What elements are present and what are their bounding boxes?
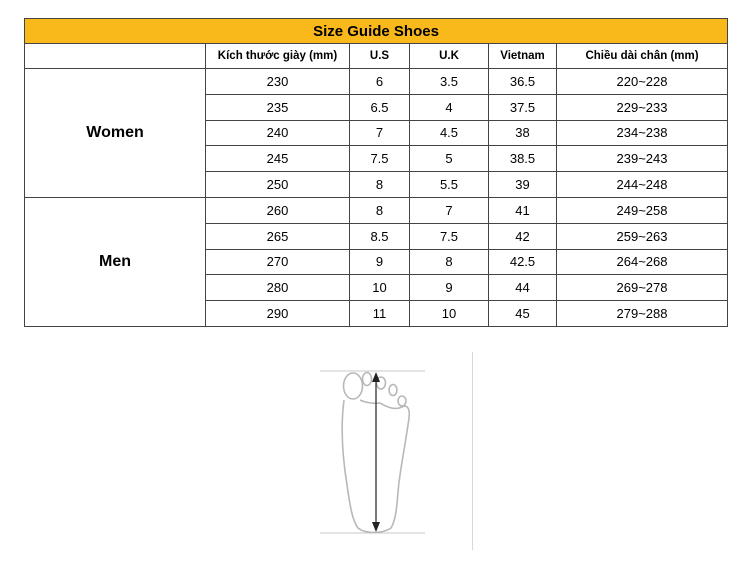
cell-uk: 10	[410, 301, 489, 327]
cell-foot-length: 244~248	[557, 172, 728, 198]
cell-size-mm: 265	[206, 223, 350, 249]
cell-uk: 5	[410, 146, 489, 172]
cell-uk: 8	[410, 249, 489, 275]
cell-vietnam: 38.5	[489, 146, 557, 172]
cell-foot-length: 229~233	[557, 94, 728, 120]
foot-outline	[342, 373, 409, 533]
cell-size-mm: 250	[206, 172, 350, 198]
cell-us: 8.5	[350, 223, 410, 249]
cell-uk: 5.5	[410, 172, 489, 198]
divider-line	[472, 352, 473, 550]
header-us: U.S	[350, 44, 410, 69]
cell-vietnam: 36.5	[489, 69, 557, 95]
cell-foot-length: 220~228	[557, 69, 728, 95]
cell-uk: 7.5	[410, 223, 489, 249]
size-guide-table	[24, 18, 728, 327]
cell-size-mm: 290	[206, 301, 350, 327]
cell-foot-length: 264~268	[557, 249, 728, 275]
cell-size-mm: 260	[206, 197, 350, 223]
table-title: Size Guide Shoes	[25, 19, 728, 44]
cell-us: 10	[350, 275, 410, 301]
cell-size-mm: 245	[206, 146, 350, 172]
cell-vietnam: 41	[489, 197, 557, 223]
cell-us: 6	[350, 69, 410, 95]
cell-foot-length: 279~288	[557, 301, 728, 327]
cell-size-mm: 230	[206, 69, 350, 95]
cell-vietnam: 38	[489, 120, 557, 146]
cell-vietnam: 42.5	[489, 249, 557, 275]
table-header-row	[25, 44, 728, 69]
cell-foot-length: 259~263	[557, 223, 728, 249]
cell-us: 7.5	[350, 146, 410, 172]
length-arrow	[372, 372, 380, 532]
cell-vietnam: 42	[489, 223, 557, 249]
cell-vietnam: 37.5	[489, 94, 557, 120]
table-row	[25, 69, 728, 95]
cell-us: 8	[350, 172, 410, 198]
cell-uk: 4.5	[410, 120, 489, 146]
cell-uk: 7	[410, 197, 489, 223]
cell-vietnam: 39	[489, 172, 557, 198]
header-size-mm: Kích thước giày (mm)	[206, 44, 350, 69]
cell-size-mm: 280	[206, 275, 350, 301]
cell-us: 8	[350, 197, 410, 223]
cell-us: 9	[350, 249, 410, 275]
table-row	[25, 197, 728, 223]
cell-foot-length: 249~258	[557, 197, 728, 223]
cell-uk: 3.5	[410, 69, 489, 95]
group-label-men: Men	[25, 197, 206, 326]
table-title-row	[25, 19, 728, 44]
header-uk: U.K	[410, 44, 489, 69]
cell-vietnam: 45	[489, 301, 557, 327]
cell-uk: 4	[410, 94, 489, 120]
cell-foot-length: 234~238	[557, 120, 728, 146]
cell-us: 6.5	[350, 94, 410, 120]
cell-foot-length: 239~243	[557, 146, 728, 172]
header-blank-cell	[25, 44, 206, 69]
cell-size-mm: 240	[206, 120, 350, 146]
cell-foot-length: 269~278	[557, 275, 728, 301]
cell-size-mm: 235	[206, 94, 350, 120]
cell-vietnam: 44	[489, 275, 557, 301]
cell-uk: 9	[410, 275, 489, 301]
cell-us: 11	[350, 301, 410, 327]
cell-size-mm: 270	[206, 249, 350, 275]
header-vietnam: Vietnam	[489, 44, 557, 69]
cell-us: 7	[350, 120, 410, 146]
header-foot-length: Chiều dài chân (mm)	[557, 44, 728, 69]
group-label-women: Women	[25, 69, 206, 198]
